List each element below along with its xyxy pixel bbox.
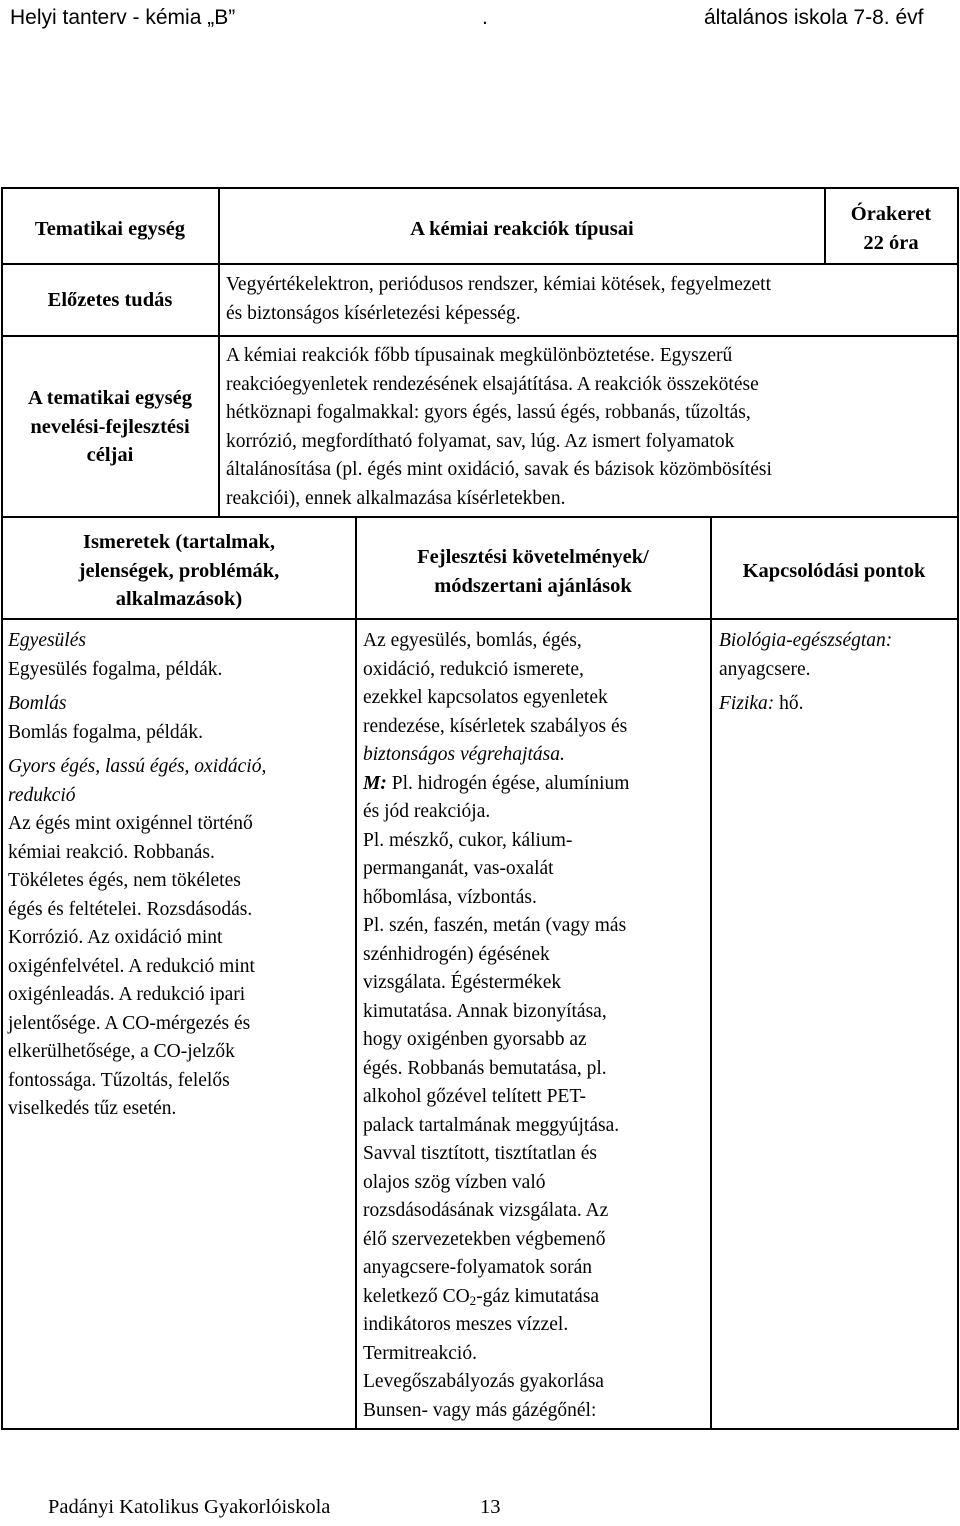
footer-school-name: Padányi Katolikus Gyakorlóiskola xyxy=(48,1496,331,1518)
doc-header-right: általános iskola 7-8. évf xyxy=(704,6,924,29)
topic-bomlas: Bomlás xyxy=(8,693,67,714)
row-label-celjai: A tematikai egység nevelési-fejlesztési céljai xyxy=(28,387,192,466)
hours-label: Órakeret xyxy=(850,203,932,225)
col-header-connections: Kapcsolódási pontok xyxy=(742,560,926,582)
hours-value: 22 óra xyxy=(863,232,919,254)
doc-header-center: . xyxy=(482,6,488,29)
development-goals-text: A kémiai reakciók főbb típusainak megkülönböztetése. Egyszerű reakcióegyenletek rendezésének elsajátítása. A reakciók összekötése hétköznapi fogalmakkal: gyors égés, lassú égés, robbanás, tűzoltás, korrózió, megfordítható folyamat, sav, lúg. Az ismert folyamatok általánosítása (pl. égés mint oxidáció, savak és bázisok közömbösítési reakciói), ennek alkalmazása kísérletekben. xyxy=(226,345,772,509)
doc-header-left: Helyi tanterv - kémia „B” xyxy=(10,6,236,29)
method-label: M: xyxy=(363,772,387,794)
requirements-column: Az egyesülés, bomlás, égés, oxidáció, redukció ismerete, ezekkel kapcsolatos egyenletek rendezése, kísérletek szabályos és biztonságos végrehajtása. M: Pl. hidrogén égése, alumínium és jód reakciója. Pl. mészkő, cukor, kálium- permanganát, vas-oxalát hőbomlása, vízbontás. Pl. szén, faszén, metán (vagy más szénhidrogén) égésének vizsgálata. Égéstermékek kimutatása. Annak bizonyítása, hogy oxigénben gyorsabb az égés. Robbanás bemutatása, pl. alkohol gőzével telített PET- palack tartalmának meggyújtása. Savval tisztított, tisztítatlan és olajos szög vízben való rozsdásodásának vizsgálata. Az élő szervezetekben végbemenő anyagcsere-folyamatok során keletkező $CO_2$-gáz kimutatása indikátoros meszes vízzel. Termitreakció. Levegőszabályozás gyakorlása Bunsen- vagy más gázégőnél: xyxy=(363,630,630,1421)
connection-biology: Biológia-egészségtan: xyxy=(719,630,893,651)
col-header-requirements: Fejlesztési követelmények/ módszertani ajánlások xyxy=(417,546,649,597)
unit-title: A kémiai reakciók típusai xyxy=(410,218,634,240)
connections-column: Biológia-egészségtan: anyagcsere. Fizika: hő. xyxy=(719,627,892,719)
col-header-knowledge: Ismeretek (tartalmak, jelenségek, problémák, alkalmazások) xyxy=(78,531,280,610)
page-number: 13 xyxy=(480,1496,501,1518)
topic-eges: Gyors égés, lassú égés, oxidáció, xyxy=(8,756,267,777)
knowledge-column: Egyesülés Egyesülés fogalma, példák. Bomlás Bomlás fogalma, példák. Gyors égés, lassú égés, oxidáció, redukció Az égés mint oxigénnel történő kémiai reakció. Robbanás. Tökéletes égés, nem tökéletes égés és feltételei. Rozsdásodás. Korrózió. Az oxidáció mint oxigénfelvétel. A redukció mint oxigénleadás. A redukció ipari jelentősége. A CO-mérgezés és elkerülhetősége, a CO-jelzők fontossága. Tűzoltás, felelős viselkedés tűz esetén. xyxy=(8,627,266,1124)
prior-knowledge-text: Vegyértékelektron, periódusos rendszer, kémiai kötések, fegyelmezett és biztonságos kísérletezési képesség. xyxy=(226,274,772,324)
row-label-tematikai-egyseg: Tematikai egység xyxy=(34,218,186,240)
connection-physics: Fizika: xyxy=(719,693,775,714)
row-label-elozetes-tudas: Előzetes tudás xyxy=(47,289,173,311)
topic-egyesules: Egyesülés xyxy=(8,630,86,651)
